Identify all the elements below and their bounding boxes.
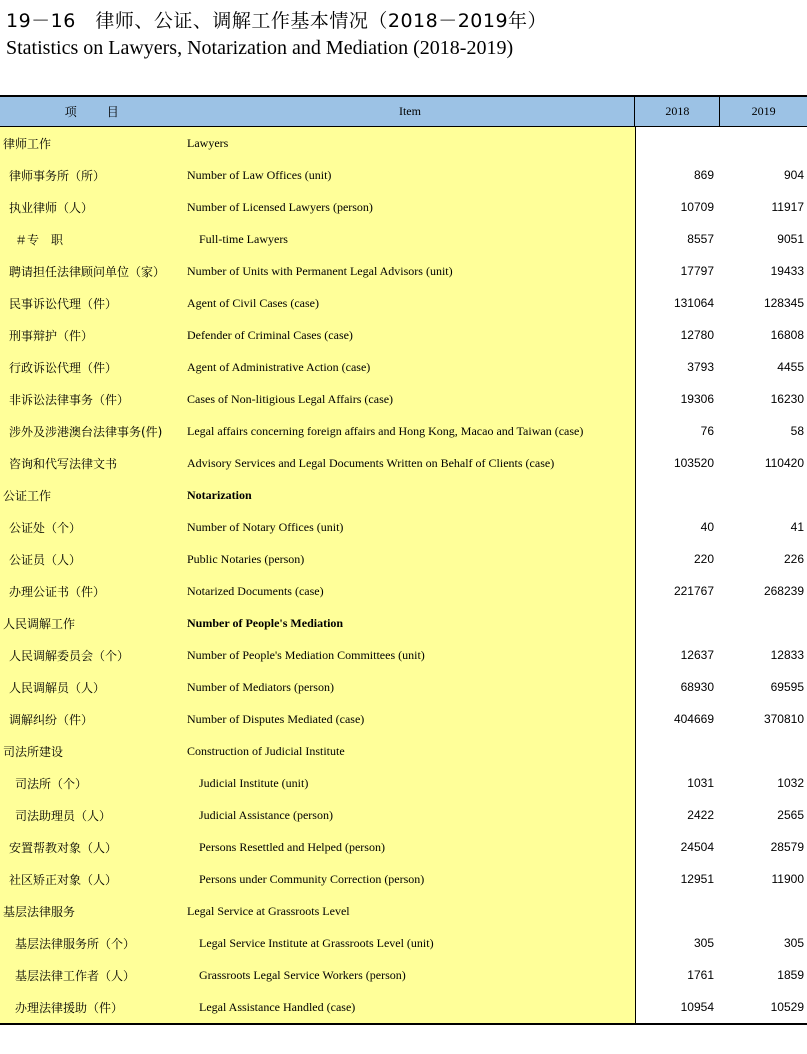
value-2019: 9051 — [777, 232, 804, 246]
value-2019: 58 — [790, 424, 804, 438]
value-2018: 220 — [693, 552, 714, 566]
value-2019: 12833 — [770, 648, 804, 662]
row-label-cn: 办理公证书（件） — [0, 575, 186, 607]
row-label-en: Notarization — [186, 479, 636, 511]
table-row — [0, 127, 807, 159]
value-2019 — [720, 895, 807, 927]
table-row — [0, 287, 807, 319]
row-label-cn: 人民调解委员会（个） — [0, 639, 186, 671]
table-header — [0, 97, 807, 127]
value-2019 — [720, 607, 807, 639]
value-2018 — [636, 127, 720, 159]
table-row — [0, 991, 807, 1023]
row-label-cn: 公证处（个） — [0, 511, 186, 543]
value-2018 — [636, 607, 720, 639]
row-label-cn: 人民调解工作 — [0, 607, 186, 639]
table-row — [0, 831, 807, 863]
value-2019: 16808 — [770, 328, 804, 342]
table-row — [0, 959, 807, 991]
value-2019: 10529 — [770, 1000, 804, 1014]
row-label-cn: 公证工作 — [0, 479, 186, 511]
value-2018: 12951 — [680, 872, 714, 886]
value-2019: 110420 — [764, 456, 804, 470]
value-2018: 3793 — [687, 360, 714, 374]
row-label-en: Number of Licensed Lawyers (person) — [186, 191, 636, 223]
value-2018: 10954 — [680, 1000, 714, 1014]
row-label-en: Number of People's Mediation — [186, 607, 636, 639]
row-label-cn: 安置帮教对象（人） — [0, 831, 186, 863]
value-2019: 226 — [783, 552, 804, 566]
row-label-cn: 律师工作 — [0, 127, 186, 159]
table-row — [0, 895, 807, 927]
row-label-en: Legal Service Institute at Grassroots Level (unit) — [186, 927, 636, 959]
value-2018: 12637 — [680, 648, 714, 662]
value-2019: 11917 — [771, 200, 804, 214]
row-label-en: Judicial Institute (unit) — [186, 767, 636, 799]
row-label-cn: 司法所（个） — [0, 767, 186, 799]
row-label-cn: 行政诉讼代理（件） — [0, 351, 186, 383]
value-2019 — [720, 479, 807, 511]
row-label-cn: 律师事务所（所） — [0, 159, 186, 191]
row-label-en: Defender of Criminal Cases (case) — [186, 319, 636, 351]
row-label-cn: 非诉讼法律事务（件） — [0, 383, 186, 415]
value-2019: 1032 — [777, 776, 804, 790]
row-label-cn: 司法助理员（人） — [0, 799, 186, 831]
row-label-cn: 涉外及涉港澳台法律事务(件) — [0, 415, 186, 447]
value-2018: 1031 — [687, 776, 714, 790]
value-2019: 305 — [783, 936, 804, 950]
value-2019: 128345 — [763, 296, 804, 310]
table-row — [0, 671, 807, 703]
table-title-chinese: 19－16 律师、公证、调解工作基本情况（2018－2019年） — [6, 10, 548, 32]
value-2019 — [720, 127, 807, 159]
value-2018 — [636, 895, 720, 927]
value-2018 — [636, 479, 720, 511]
row-label-en: Agent of Civil Cases (case) — [186, 287, 636, 319]
row-label-en: Judicial Assistance (person) — [186, 799, 636, 831]
row-label-en: Grassroots Legal Service Workers (person) — [186, 959, 636, 991]
value-2018: 12780 — [680, 328, 714, 342]
row-label-cn: 基层法律服务所（个） — [0, 927, 186, 959]
row-label-cn: 人民调解员（人） — [0, 671, 186, 703]
value-2019: 1859 — [777, 968, 804, 982]
row-label-cn: 社区矫正对象（人） — [0, 863, 186, 895]
row-label-cn: 办理法律援助（件） — [0, 991, 186, 1023]
table-row — [0, 511, 807, 543]
table-row — [0, 767, 807, 799]
header-year-2019: 2019 — [751, 104, 776, 118]
value-2019: 268239 — [763, 584, 804, 598]
value-2018: 24504 — [680, 840, 714, 854]
value-2018: 19306 — [680, 392, 714, 406]
value-2019: 904 — [783, 168, 804, 182]
table-row — [0, 319, 807, 351]
row-label-en: Agent of Administrative Action (case) — [186, 351, 636, 383]
row-label-cn: 公证员（人） — [0, 543, 186, 575]
header-item-en: Item — [186, 97, 636, 126]
table-row — [0, 383, 807, 415]
value-2019: 370810 — [763, 712, 804, 726]
row-label-cn: 刑事辩护（件） — [0, 319, 186, 351]
table-row — [0, 927, 807, 959]
table-body — [0, 127, 807, 1023]
table-row — [0, 191, 807, 223]
value-2018: 10709 — [680, 200, 714, 214]
value-2019: 19433 — [770, 264, 804, 278]
row-label-en: Persons Resettled and Helped (person) — [186, 831, 636, 863]
value-2018: 221767 — [673, 584, 714, 598]
value-2018: 17797 — [680, 264, 714, 278]
value-2018: 131064 — [673, 296, 714, 310]
table-row — [0, 351, 807, 383]
table-row — [0, 223, 807, 255]
value-2019: 41 — [790, 520, 804, 534]
table-row — [0, 607, 807, 639]
row-label-en: Construction of Judicial Institute — [186, 735, 636, 767]
table-row — [0, 447, 807, 479]
row-label-en: Public Notaries (person) — [186, 543, 636, 575]
row-label-cn: 调解纠纷（件） — [0, 703, 186, 735]
table-row — [0, 159, 807, 191]
row-label-cn: 司法所建设 — [0, 735, 186, 767]
row-label-en: Number of Disputes Mediated (case) — [186, 703, 636, 735]
table-row — [0, 543, 807, 575]
value-2018: 1761 — [687, 968, 714, 982]
value-2019: 11900 — [771, 872, 804, 886]
row-label-cn: ＃专 职 — [0, 223, 186, 255]
row-label-cn: 聘请担任法律顾问单位（家） — [0, 255, 186, 287]
row-label-en: Full-time Lawyers — [186, 223, 636, 255]
table-row — [0, 415, 807, 447]
row-label-en: Advisory Services and Legal Documents Written on Behalf of Clients (case) — [186, 447, 636, 479]
value-2018: 305 — [693, 936, 714, 950]
row-label-cn: 咨询和代写法律文书 — [0, 447, 186, 479]
row-label-en: Persons under Community Correction (person) — [186, 863, 636, 895]
row-label-en: Number of People's Mediation Committees (unit) — [186, 639, 636, 671]
row-label-cn: 执业律师（人） — [0, 191, 186, 223]
table-row — [0, 703, 807, 735]
table-row — [0, 575, 807, 607]
value-2018 — [636, 735, 720, 767]
row-label-cn: 基层法律服务 — [0, 895, 186, 927]
row-label-cn: 民事诉讼代理（件） — [0, 287, 186, 319]
value-2019: 69595 — [770, 680, 804, 694]
row-label-cn: 基层法律工作者（人） — [0, 959, 186, 991]
table-row — [0, 863, 807, 895]
value-2018: 103520 — [673, 456, 714, 470]
value-2018: 68930 — [680, 680, 714, 694]
row-label-en: Lawyers — [186, 127, 636, 159]
row-label-en: Number of Mediators (person) — [186, 671, 636, 703]
table-row — [0, 639, 807, 671]
row-label-en: Legal Service at Grassroots Level — [186, 895, 636, 927]
value-2018: 40 — [700, 520, 714, 534]
header-item-cn: 项 目 — [64, 105, 121, 119]
value-2019: 2565 — [777, 808, 804, 822]
table-row — [0, 735, 807, 767]
header-year-2018: 2018 — [635, 97, 720, 126]
row-label-en: Legal affairs concerning foreign affairs and Hong Kong, Macao and Taiwan (case) — [186, 415, 636, 447]
value-2018: 869 — [693, 168, 714, 182]
row-label-en: Cases of Non-litigious Legal Affairs (case) — [186, 383, 636, 415]
value-2019: 28579 — [770, 840, 804, 854]
row-label-en: Number of Units with Permanent Legal Advisors (unit) — [186, 255, 636, 287]
value-2018: 8557 — [687, 232, 714, 246]
table-row — [0, 255, 807, 287]
value-2018: 2422 — [687, 808, 714, 822]
row-label-en: Legal Assistance Handled (case) — [186, 991, 636, 1023]
table-row — [0, 479, 807, 511]
row-label-en: Number of Law Offices (unit) — [186, 159, 636, 191]
value-2018: 76 — [700, 424, 714, 438]
value-2018: 404669 — [673, 712, 714, 726]
statistics-table — [0, 95, 807, 1025]
row-label-en: Notarized Documents (case) — [186, 575, 636, 607]
table-row — [0, 799, 807, 831]
value-2019: 4455 — [777, 360, 804, 374]
row-label-en: Number of Notary Offices (unit) — [186, 511, 636, 543]
value-2019: 16230 — [770, 392, 804, 406]
table-title-english: Statistics on Lawyers, Notarization and Mediation (2018-2019) — [6, 37, 514, 59]
value-2019 — [720, 735, 807, 767]
